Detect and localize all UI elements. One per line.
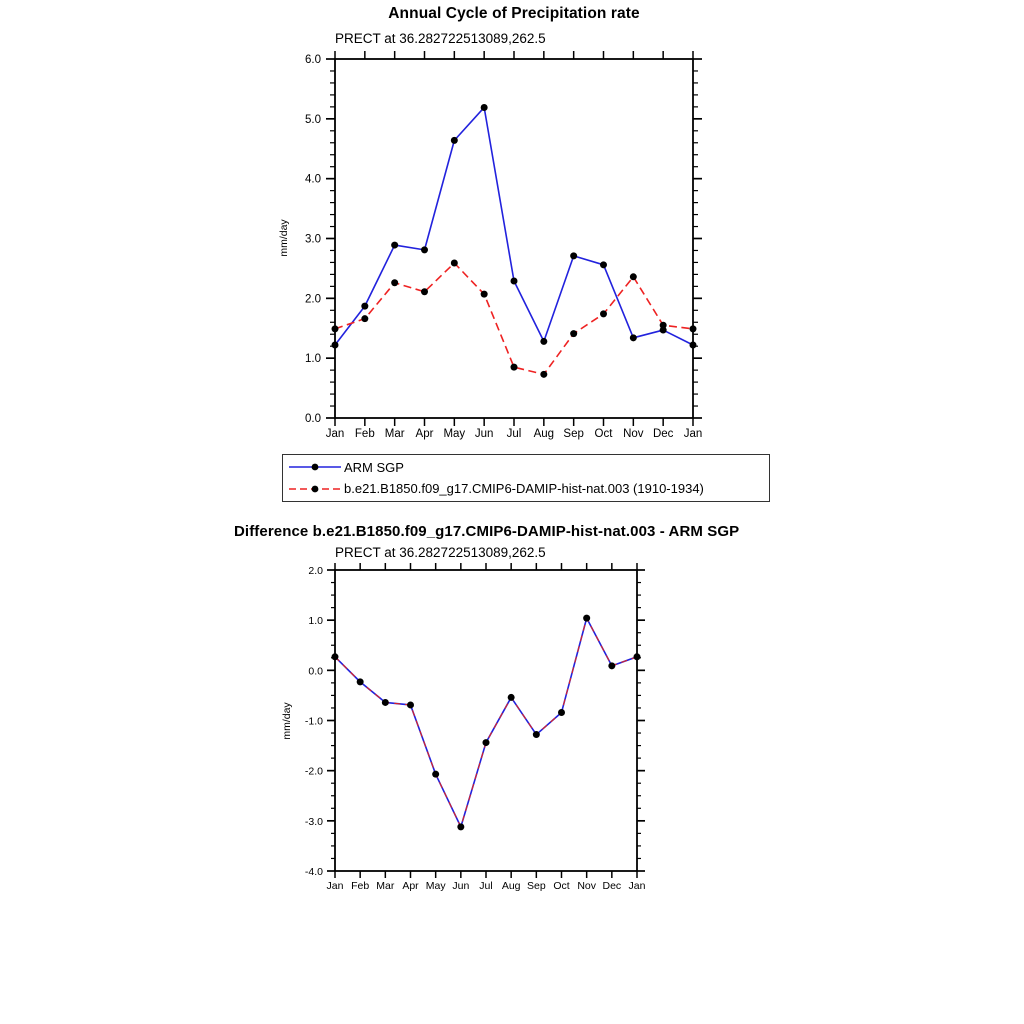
chart1-title: Annual Cycle of Precipitation rate — [388, 5, 640, 22]
plot-frame — [335, 570, 637, 871]
svg-text:Apr: Apr — [415, 428, 434, 440]
svg-text:Sep: Sep — [563, 428, 584, 440]
svg-text:Jan: Jan — [683, 428, 703, 440]
x-month-labels — [326, 428, 703, 440]
y-minor-ticks — [330, 71, 698, 406]
svg-text:Mar: Mar — [376, 880, 395, 892]
legend-entry-arm-sgp — [288, 457, 764, 478]
chart2-y-axis-label: mm/day — [281, 702, 293, 740]
chart2-subtitle: PRECT at 36.282722513089,262.5 — [335, 545, 546, 560]
legend-line-sample-model — [288, 482, 342, 496]
y-major-ticks — [327, 570, 645, 871]
legend-line-sample-obs — [288, 460, 342, 474]
x-month-ticks — [335, 563, 637, 878]
svg-text:Jan: Jan — [326, 880, 344, 892]
svg-text:0.0: 0.0 — [308, 665, 323, 678]
svg-text:Dec: Dec — [652, 428, 674, 440]
svg-text:Mar: Mar — [384, 428, 405, 440]
svg-text:Nov: Nov — [577, 880, 597, 892]
y-tick-labels — [305, 54, 321, 425]
chart-difference — [305, 563, 646, 892]
svg-text:Jul: Jul — [506, 428, 522, 440]
svg-text:2.0: 2.0 — [305, 293, 321, 306]
svg-text:-4.0: -4.0 — [304, 866, 323, 878]
svg-text:Jan: Jan — [325, 428, 345, 440]
chart1-subtitle: PRECT at 36.282722513089,262.5 — [335, 31, 546, 46]
svg-text:Nov: Nov — [623, 428, 644, 440]
series-markers-0 — [332, 615, 641, 831]
legend — [282, 454, 770, 502]
svg-text:Aug: Aug — [533, 428, 555, 440]
svg-text:May: May — [425, 880, 446, 892]
svg-text:Sep: Sep — [526, 880, 546, 892]
series-line-0 — [335, 107, 693, 345]
svg-text:May: May — [443, 428, 466, 440]
legend-label-obs: ARM SGP — [344, 459, 404, 475]
y-minor-ticks — [331, 583, 641, 859]
svg-text:2.0: 2.0 — [308, 565, 323, 577]
x-month-labels — [327, 880, 646, 892]
svg-text:0.0: 0.0 — [305, 413, 321, 425]
legend-label-model: b.e21.B1850.f09_g17.CMIP6-DAMIP-hist-nat.003 (1910-1934) — [344, 481, 704, 497]
series-overlay-0 — [335, 618, 637, 827]
svg-text:5.0: 5.0 — [305, 113, 321, 126]
svg-text:Apr: Apr — [402, 880, 419, 892]
svg-text:6.0: 6.0 — [305, 54, 321, 66]
svg-text:Dec: Dec — [602, 880, 622, 892]
svg-text:Aug: Aug — [501, 880, 521, 892]
svg-text:1.0: 1.0 — [305, 353, 321, 366]
y-tick-labels — [305, 565, 323, 878]
svg-text:Feb: Feb — [354, 428, 375, 440]
series-line-0 — [335, 618, 637, 827]
svg-text:-2.0: -2.0 — [304, 765, 323, 778]
svg-text:-3.0: -3.0 — [304, 815, 323, 828]
chart1-y-axis-label: mm/day — [278, 219, 290, 257]
svg-text:3.0: 3.0 — [305, 233, 321, 246]
svg-text:Jun: Jun — [452, 880, 470, 892]
svg-text:4.0: 4.0 — [305, 173, 321, 186]
svg-text:-1.0: -1.0 — [304, 715, 323, 728]
svg-text:1.0: 1.0 — [308, 615, 323, 628]
svg-text:Jun: Jun — [474, 428, 494, 440]
svg-text:Feb: Feb — [351, 880, 370, 892]
chart2-title: Difference b.e21.B1850.f09_g17.CMIP6-DAMIP-hist-nat.003 - ARM SGP — [234, 523, 740, 540]
legend-entry-model — [288, 479, 764, 500]
svg-text:Oct: Oct — [594, 428, 613, 440]
chart-annual-cycle — [305, 51, 702, 440]
svg-text:Oct: Oct — [553, 880, 570, 892]
series-markers-0 — [332, 104, 697, 349]
svg-text:Jul: Jul — [479, 880, 493, 892]
svg-text:Jan: Jan — [628, 880, 646, 892]
